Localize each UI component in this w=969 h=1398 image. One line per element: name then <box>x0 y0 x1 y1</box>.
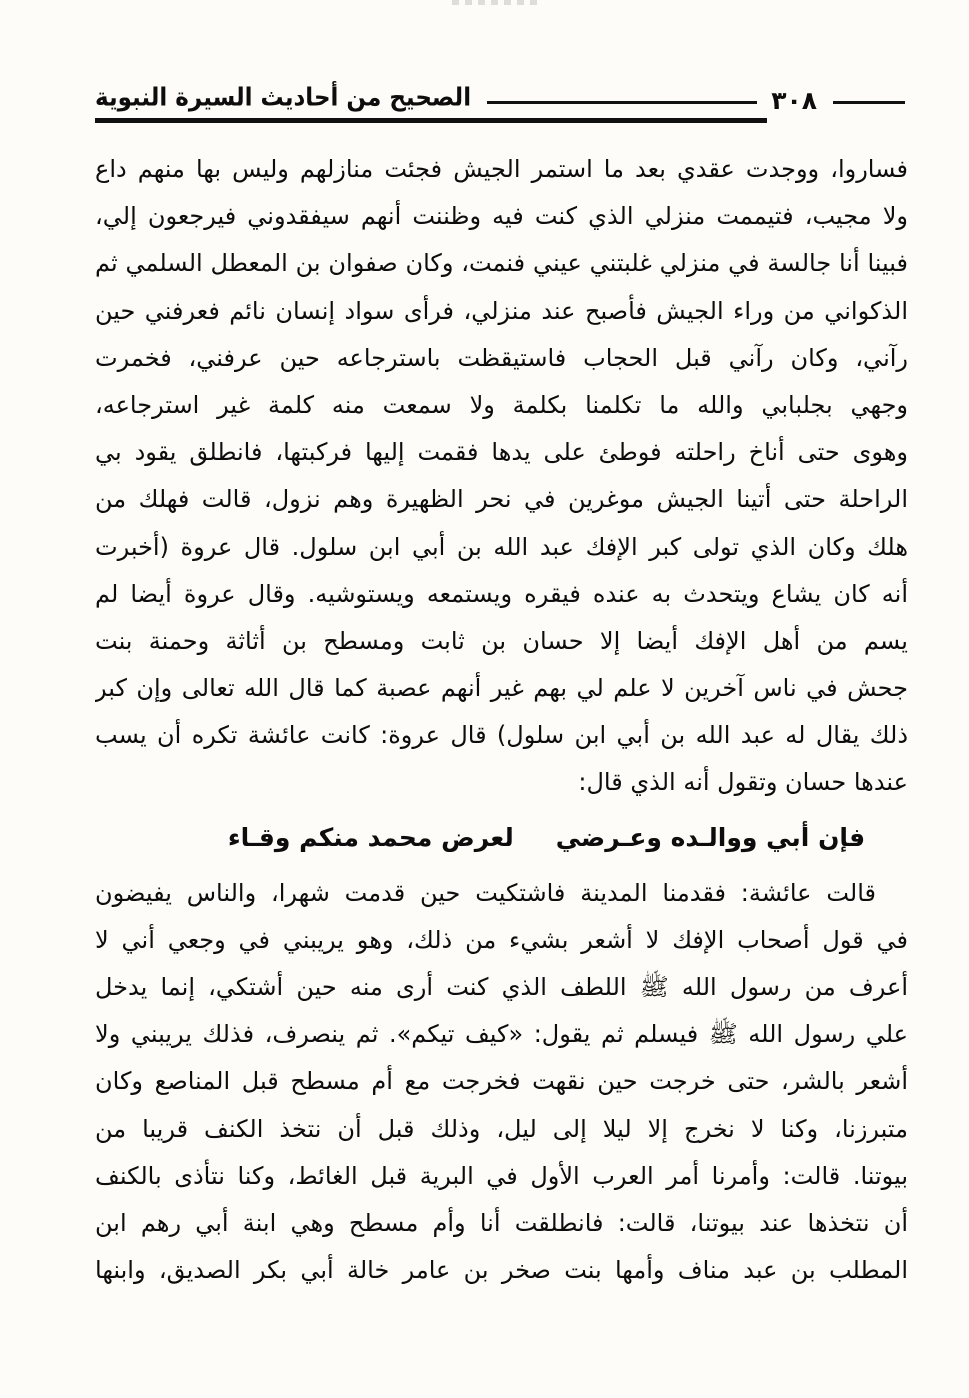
header-thin-rule <box>487 101 757 104</box>
page-body <box>95 146 908 1294</box>
book-title: الصحيح من أحاديث السيرة النبوية <box>95 83 472 112</box>
text-line: جحش في ناس آخرين لا علم لي بهم غير أنهم عصبة كما قال الله تعالى وإن كبر <box>95 674 908 703</box>
text-line: وجهي بجلبابي والله ما تكلمنا بكلمة ولا سمعت منه كلمة غير استرجاعه، <box>95 390 908 419</box>
poetry-hemistich-right: فإن أبي ووالـده وعـرضي <box>555 822 866 852</box>
text-line: علي رسول الله ﷺ فيسلم ثم يقول: «كيف تيكم». ثم ينصرف، فذلك يريبني ولا <box>95 1020 908 1049</box>
text-line: المطلب بن عبد مناف وأمها بنت صخر بن عامر خالة أبي بكر الصديق، وابنها <box>95 1256 908 1285</box>
text-line: فساروا، ووجدت عقدي بعد ما استمر الجيش فجئت منازلهم وليس بها منهم داع <box>95 155 908 183</box>
text-line: متبرزنا، وكنا لا نخرج إلا ليلا إلى ليل، وذلك قبل أن نتخذ الكنف قريبا من <box>95 1114 908 1143</box>
poetry-verse <box>185 814 908 861</box>
header-thick-rule <box>95 118 767 123</box>
text-line: يسم من أهل الإفك أيضا إلا حسان بن ثابت ومسطح بن أثاثة وحمنة بنت <box>95 626 908 655</box>
text-line: قالت عائشة: فقدمنا المدينة فاشتكيت حين قدمت شهرا، والناس يفيضون <box>95 878 876 907</box>
page-number: ٣٠٨ <box>771 86 817 115</box>
text-line: ولا مجيب، فتيممت منزلي الذي كنت فيه وظننت أنهم سيفقدوني فيرجعون إلي، <box>95 202 908 231</box>
text-line: هلك وكان الذي تولى كبر الإفك عبد الله بن أبي ابن سلول. قال عروة (أخبرت <box>95 532 908 561</box>
header-end-dash <box>833 101 905 104</box>
paragraph-2 <box>95 870 908 1295</box>
text-line: في قول أصحاب الإفك لا أشعر بشيء من ذلك، وهو يريبني في وجعي أني لا <box>95 925 908 954</box>
text-line: عندها حسان وتقول أنه الذي قال: <box>578 768 908 797</box>
text-line: الذكواني من وراء الجيش فأصبح عند منزلي، فرأى سواد إنسان نائم فعرفني حين <box>95 296 908 325</box>
text-line: ذلك يقال له عبد الله بن أبي ابن سلول) قال عروة: كانت عائشة تكره أن يسب <box>95 721 908 750</box>
text-line: أعرف من رسول الله ﷺ اللطف الذي كنت أرى منه حين أشتكي، إنما يدخل <box>95 973 908 1001</box>
text-line: رآني، وكان رآني قبل الحجاب فاستيقظت باسترجاعه حين عرفني، فخمرت <box>95 343 908 372</box>
poetry-hemistich-left: لعرض محمد منكم وقـاء <box>227 822 514 852</box>
text-line: الراحلة حتى أتينا الجيش موغرين في نحر الظهيرة وهم نزول، قالت فهلك من <box>95 485 908 514</box>
text-line: وهوى حتى أناخ راحلته فوطئ على يدها فقمت إليها فركبتها، فانطلق يقود بي <box>95 438 908 467</box>
header-row <box>95 80 905 115</box>
text-line: أشعر بالشر، حتى خرجت حين نقهت فخرجت مع أم مسطح قبل المناصع وكان <box>95 1067 908 1096</box>
text-line: بيوتنا. قالت: وأمرنا أمر العرب الأول في البرية قبل الغائط، وكنا نتأذى بالكنف <box>95 1161 908 1190</box>
page-header <box>95 80 905 123</box>
text-line: فبينا أنا جالسة في منزلي غلبتني عيني فنمت، وكان صفوان بن المعطل السلمي ثم <box>95 249 908 278</box>
scan-artifact <box>452 0 542 5</box>
text-line: أنه كان يشاع ويتحدث به عنده فيقره ويستمعه ويستوشيه. وقال عروة أيضا لم <box>95 579 908 608</box>
paragraph-1 <box>95 146 908 807</box>
text-line: أن نتخذها عند بيوتنا، قالت: فانطلقت أنا وأم مسطح وهي ابنة أبي رهم ابن <box>95 1208 908 1237</box>
